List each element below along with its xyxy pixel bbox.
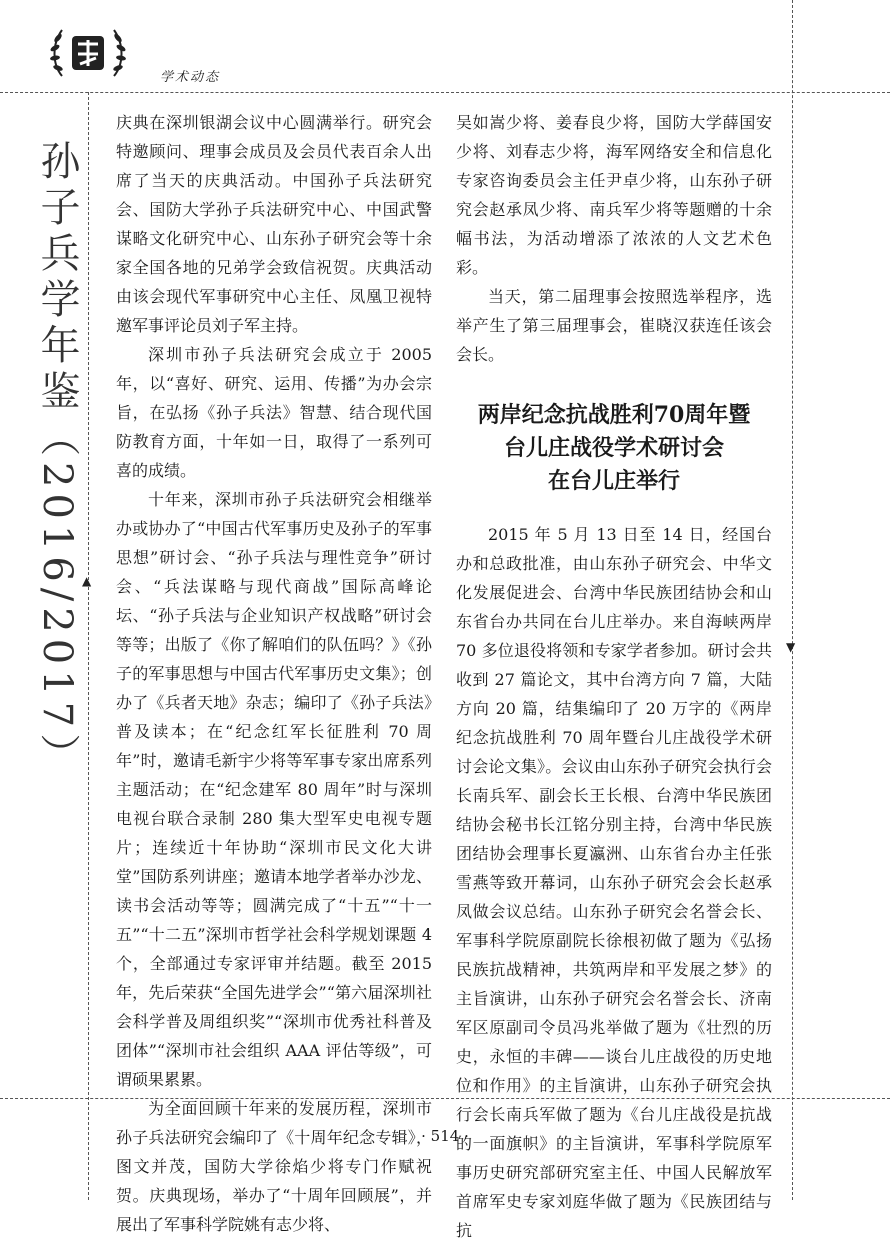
left-column [116, 108, 432, 1239]
book-title: 孙子兵学年鉴（2016/2017） [34, 140, 80, 780]
right-margin-line [792, 0, 793, 1200]
paragraph: 吴如嵩少将、姜春良少将，国防大学薛国安少将、刘春志少将，海军网络安全和信息化专家咨询委员会主任尹卓少将，山东孙子研究会赵承凤少将、南兵军少将等题赠的十余幅书法，为活动增添了浓浓的人文艺术色彩。 [456, 113, 772, 277]
paragraph: 深圳市孙子兵法研究会成立于 2005 年，以“喜好、研究、运用、传播”为办会宗旨，在弘扬《孙子兵法》智慧、结合现代国防教育方面，十年如一日，取得了一系列可喜的成绩。 [116, 345, 432, 480]
paragraph: 为全面回顾十年来的发展历程，深圳市孙子兵法研究会编印了《十周年纪念专辑》，图文并茂，国防大学徐焰少将专门作赋祝贺。庆典现场，举办了“十周年回顾展”，并展出了军事科学院姚有志少将、 [116, 1099, 432, 1234]
article-title [456, 399, 772, 498]
article-title-line: 台儿庄战役学术研讨会 [503, 435, 724, 461]
paragraph: 十年来，深圳市孙子兵法研究会相继举办或协办了“中国古代军事历史及孙子的军事思想”研讨会、“孙子兵法与理性竞争”研讨会、“兵法谋略与现代商战”国际高峰论坛、“孙子兵法与企业知识产权战略”研讨会等等；出版了《你了解咱们的队伍吗？》《孙子的军事思想与中国古代军事历史文集》；创办了《兵者天地》杂志；编印了《孙子兵法》普及读本；在“纪念红军长征胜利 70 周年”时，邀请毛新宇少将等军事专家出席系列主题活动；在“纪念建军 80 周年”时与深圳电视台联合录制 280 集大型军史电视专题片；连续近十年协助“深圳市民文化大讲堂”国防系列讲座；邀请本地学者举办沙龙、读书会活动等等；圆满完成了“十五”“十一五”“十二五”深圳市哲学社会科学规划课题 4 个，全部通过专家评审并结题。截至 2015 年，先后荣获“全国先进学会”“第六届深圳社会科学普及周组织奖”“深圳市优秀社科普及团体”“深圳市社会组织 AAA 评估等级”，可谓硕果累累。 [116, 490, 432, 1089]
section-label: 学术动态 [160, 70, 221, 85]
laurel-emblem-icon [48, 20, 128, 84]
up-arrow-icon[interactable]: ▲ [82, 574, 92, 588]
paragraph: 2015 年 5 月 13 日至 14 日，经国台办和总政批准，由山东孙子研究会、中华文化发展促进会、台湾中华民族团结协会和山东省台办共同在台儿庄举办。来自海峡两岸 70 多位退役将领和专家学者参加。研讨会共收到 27 篇论文，其中台湾方向 7 篇，大陆方向 20 篇，结集编印了 20 万字的《两岸纪念抗战胜利 70 周年暨台儿庄战役学术研讨会论文集》。会议由山东孙子研究会执行会长南兵军、副会长王长根、台湾中华民族团结协会秘书长江铭分别主持，台湾中华民族团结协会理事长夏瀛洲、山东省台办主任张雪燕等致开幕词，山东孙子研究会会长赵承凤做会议总结。山东孙子研究会名誉会长、军事科学院原副院长徐根初做了题为《弘扬民族抗战精神，共筑两岸和平发展之梦》的主旨演讲，山东孙子研究会名誉会长、济南军区原副司令员冯兆举做了题为《壮烈的历史，永恒的丰碑——谈台儿庄战役的历史地位和作用》的主旨演讲，山东孙子研究会执行会长南兵军做了题为《台儿庄战役是抗战的一面旗帜》的主旨演讲，军事科学院原军事历史研究部研究室主任、中国人民解放军首席军史专家刘庭华做了题为《民族团结与抗 [456, 525, 772, 1240]
right-column [456, 108, 772, 1245]
paragraph: 庆典在深圳银湖会议中心圆满举行。研究会特邀顾问、理事会成员及会员代表百余人出席了当天的庆典活动。中国孙子兵法研究会、国防大学孙子兵法研究中心、中国武警谋略文化研究中心、山东孙子研究会等十余家全国各地的兄弟学会致信祝贺。庆典活动由该会现代军事研究中心主任、凤凰卫视特邀军事评论员刘子军主持。 [116, 113, 432, 335]
left-margin-line [88, 92, 89, 1200]
paragraph: 当天，第二届理事会按照选举程序，选举产生了第三届理事会，崔晓汉获连任该会会长。 [456, 287, 772, 364]
article-title-line: 在台儿庄举行 [547, 468, 680, 494]
down-arrow-icon[interactable]: ▼ [786, 640, 796, 654]
article-title-line: 两岸纪念抗战胜利70周年暨 [477, 402, 751, 428]
page-number: · 514 · [421, 1127, 469, 1145]
header-divider [0, 92, 890, 93]
